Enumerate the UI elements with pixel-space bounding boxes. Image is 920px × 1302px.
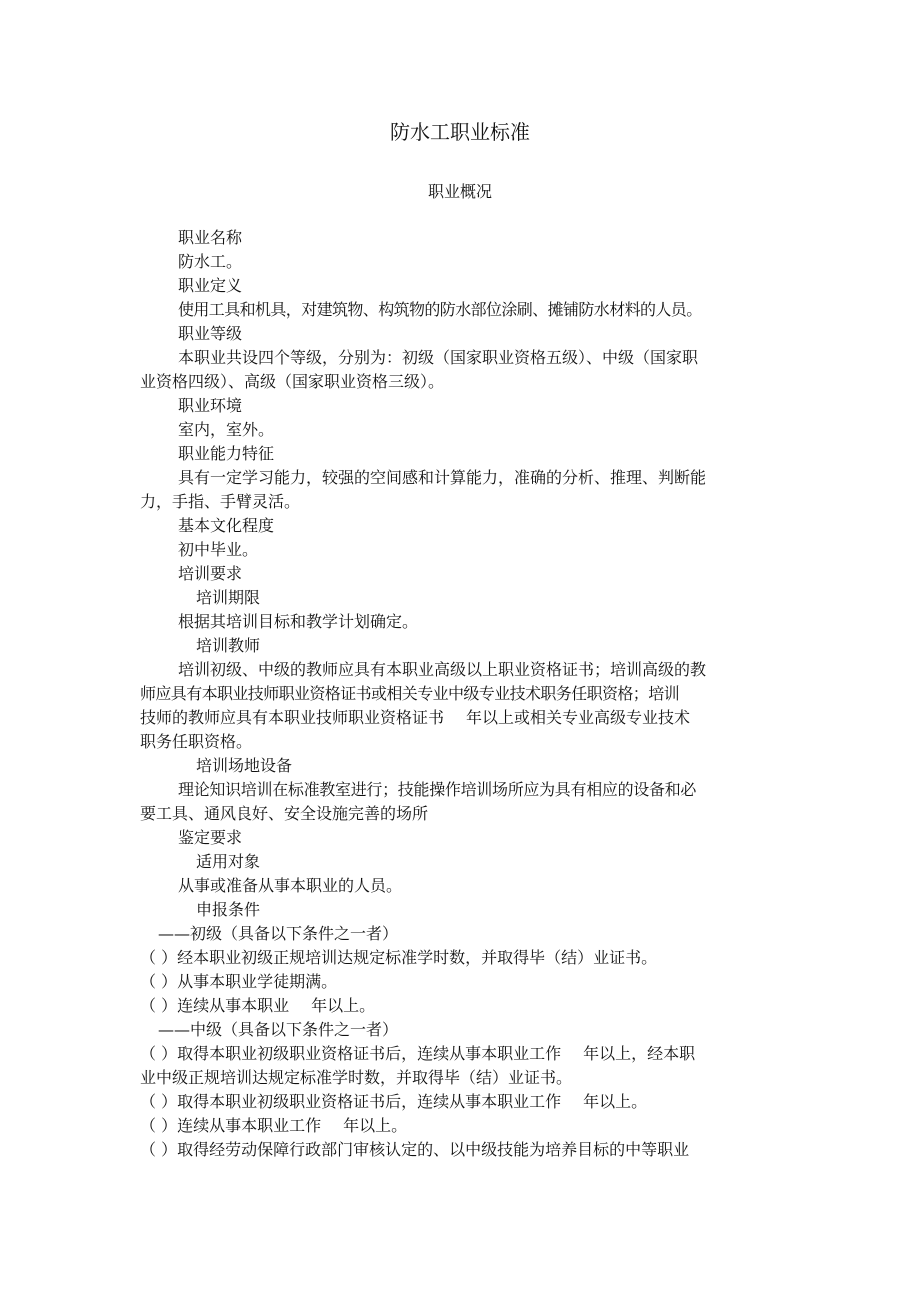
heading-junior-level: ——初级（具备以下条件之一者）: [158, 924, 399, 943]
heading-occupation-environment: 职业环境: [178, 396, 243, 415]
text-training-period: 根据其培训目标和教学计划确定。: [178, 612, 419, 631]
text-occupation-name: 防水工。: [178, 252, 243, 271]
heading-training-teachers: 培训教师: [196, 636, 261, 655]
heading-application-conditions: 申报条件: [196, 900, 261, 919]
text-training-facilities-2: 要工具、通风良好、安全设施完善的场所: [140, 804, 429, 823]
text-occupation-environment: 室内，室外。: [178, 420, 275, 439]
heading-occupation-name: 职业名称: [178, 228, 243, 247]
condition-intermediate-1: （ ）取得本职业初级职业资格证书后，连续从事本职业工作 年以上，经本职: [140, 1044, 696, 1063]
heading-occupation-definition: 职业定义: [178, 276, 243, 295]
condition-intermediate-3: （ ）连续从事本职业工作 年以上。: [140, 1116, 408, 1135]
text-training-teachers-2: 师应具有本职业技师职业资格证书或相关专业中级专业技术职务任职资格；培训: [140, 684, 680, 703]
heading-ability-features: 职业能力特征: [178, 444, 275, 463]
text-training-facilities-1: 理论知识培训在标准教室进行；技能操作培训场所应为具有相应的设备和必: [178, 780, 697, 799]
heading-education: 基本文化程度: [178, 516, 275, 535]
condition-intermediate-4: （ ）取得经劳动保障行政部门审核认定的、以中级技能为培养目标的中等职业: [140, 1140, 690, 1159]
text-training-teachers-4: 职务任职资格。: [140, 732, 253, 751]
text-occupation-definition: 使用工具和机具，对建筑物、构筑物的防水部位涂刷、摊铺防水材料的人员。: [178, 300, 702, 319]
condition-intermediate-2: （ ）取得本职业初级职业资格证书后，连续从事本职业工作 年以上。: [140, 1092, 648, 1111]
text-occupation-levels-1: 本职业共设四个等级，分别为：初级（国家职业资格五级）、中级（国家职: [178, 348, 699, 367]
heading-training-requirements: 培训要求: [178, 564, 243, 583]
heading-assessment-requirements: 鉴定要求: [178, 828, 243, 847]
heading-occupation-levels: 职业等级: [178, 324, 243, 343]
text-education: 初中毕业。: [178, 540, 259, 559]
text-training-teachers-3: 技师的教师应具有本职业技师职业资格证书 年以上或相关专业高级专业技术: [140, 708, 691, 727]
text-occupation-levels-2: 业资格四级）、高级（国家职业资格三级）。: [140, 372, 445, 391]
text-training-teachers-1: 培训初级、中级的教师应具有本职业高级以上职业资格证书；培训高级的教: [178, 660, 707, 679]
document-title: 防水工职业标准: [390, 120, 530, 144]
text-ability-features-1: 具有一定学习能力，较强的空间感和计算能力，准确的分析、推理、判断能: [178, 468, 707, 487]
condition-junior-3: （ ）连续从事本职业 年以上。: [140, 996, 376, 1015]
heading-intermediate-level: ——中级（具备以下条件之一者）: [158, 1020, 399, 1039]
condition-junior-1: （ ）经本职业初级正规培训达规定标准学时数，并取得毕（结）业证书。: [140, 948, 658, 967]
text-applicable-persons: 从事或准备从事本职业的人员。: [178, 876, 403, 895]
heading-training-period: 培训期限: [196, 588, 261, 607]
condition-junior-2: （ ）从事本职业学徒期满。: [140, 972, 338, 991]
section-title: 职业概况: [427, 182, 492, 201]
heading-training-facilities: 培训场地设备: [196, 756, 293, 775]
condition-intermediate-1-cont: 业中级正规培训达规定标准学时数，并取得毕（结）业证书。: [140, 1068, 573, 1087]
heading-applicable-persons: 适用对象: [196, 852, 261, 871]
text-ability-features-2: 力，手指、手臂灵活。: [140, 492, 301, 511]
